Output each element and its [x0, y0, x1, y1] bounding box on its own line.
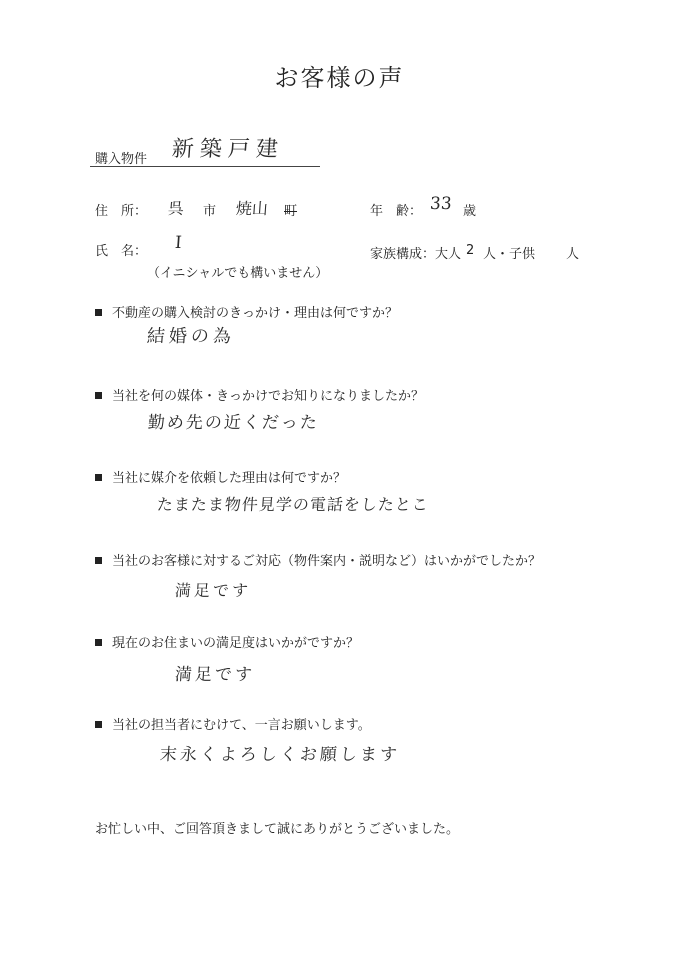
property-underline	[90, 166, 320, 167]
family-adults: 2	[466, 243, 475, 258]
question-5	[95, 632, 359, 651]
name-label: 氏 名：	[95, 244, 148, 259]
answer-5: 満足です	[174, 665, 256, 685]
bullet-icon	[95, 392, 102, 399]
question-4-text: 当社のお客様に対するご対応（物件案内・説明など）はいかがでしたか？	[112, 554, 542, 569]
question-2	[95, 385, 424, 404]
bullet-icon	[95, 721, 102, 728]
question-6	[95, 714, 371, 733]
family-end: 人	[566, 247, 580, 262]
question-2-text: 当社を何の媒体・きっかけでお知りになりましたか？	[112, 389, 425, 404]
page-title: お客様の声	[274, 64, 405, 92]
age-unit: 歳	[463, 204, 477, 219]
question-5-text: 現在のお住まいの満足度はいかがですか？	[112, 636, 360, 651]
question-4	[95, 550, 541, 569]
property-value: 新築戸建	[170, 137, 285, 162]
address-city-value: 呉	[167, 199, 185, 218]
family-label: 家族構成：大人	[370, 247, 462, 262]
address-city-label: 市	[203, 204, 217, 219]
question-1	[95, 302, 398, 321]
address-label: 住 所：	[95, 204, 148, 219]
property-label: 購入物件	[95, 152, 148, 167]
question-6-text: 当社の担当者にむけて、一言お願いします。	[112, 718, 371, 733]
answer-6: 末永くよろしくお願します	[159, 745, 401, 765]
address-town-value: 焼山	[235, 199, 269, 218]
age-value: 33	[429, 194, 453, 214]
closing-message: お忙しい中、ご回答頂きまして誠にありがとうございました。	[95, 822, 460, 837]
bullet-icon	[95, 474, 102, 481]
answer-2: 勤め先の近くだった	[147, 413, 320, 433]
family-mid: 人・子供	[483, 247, 536, 262]
question-3-text: 当社に媒介を依頼した理由は何ですか？	[112, 471, 347, 486]
bullet-icon	[95, 639, 102, 646]
question-1-text: 不動産の購入検討のきっかけ・理由は何ですか？	[112, 306, 399, 321]
address-town-label: 町	[284, 204, 298, 219]
name-value: I	[174, 233, 183, 253]
question-3	[95, 467, 346, 486]
bullet-icon	[95, 309, 102, 316]
age-label: 年 齢：	[370, 204, 423, 219]
answer-1: 結婚の為	[146, 326, 236, 347]
answer-3: たまたま物件見学の電話をしたとこ	[156, 495, 430, 514]
name-note: （イニシャルでも構いません）	[147, 266, 329, 281]
bullet-icon	[95, 557, 102, 564]
answer-4: 満足です	[174, 581, 252, 600]
